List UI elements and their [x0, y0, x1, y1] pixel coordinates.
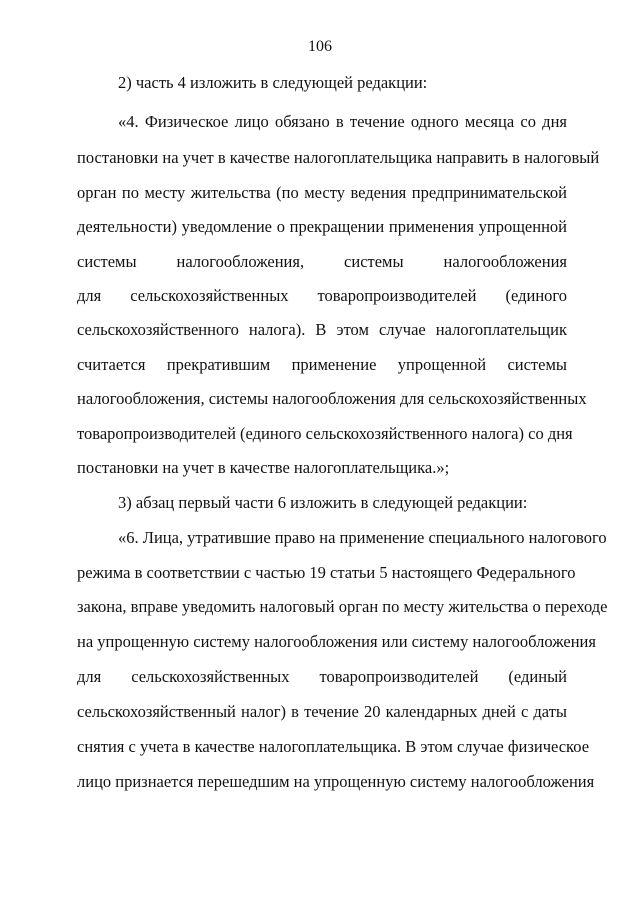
text-line: закона, вправе уведомить налоговый орган по месту жительства о переходе	[77, 597, 608, 616]
text-line: 2) часть 4 изложить в следующей редакции:	[118, 73, 428, 92]
text-line: «4. Физическое лицо обязано в течение одного месяца со дня	[118, 112, 567, 131]
text-line: снятия с учета в качестве налогоплательщика. В этом случае физическое	[77, 737, 590, 756]
text-line: для сельскохозяйственных товаропроизводителей (единого	[77, 286, 567, 305]
text-line: лицо признается перешедшим на упрощенную систему налогообложения	[77, 772, 595, 791]
text-line: системы налогообложения, системы налогообложения	[77, 252, 567, 271]
text-line: для сельскохозяйственных товаропроизводителей (единый	[77, 667, 567, 686]
text-line: сельскохозяйственного налога). В этом случае налогоплательщик	[77, 320, 567, 339]
text-line: на упрощенную систему налогообложения или систему налогообложения	[77, 632, 596, 651]
text-line: деятельности) уведомление о прекращении применения упрощенной	[77, 217, 567, 236]
page-number: 106	[308, 38, 332, 55]
text-line: постановки на учет в качестве налогоплательщика.»;	[77, 458, 450, 477]
text-line: 3) абзац первый части 6 изложить в следующей редакции:	[118, 493, 528, 512]
text-line: сельскохозяйственный налог) в течение 20 календарных дней с даты	[77, 702, 567, 721]
text-line: «6. Лица, утратившие право на применение специального налогового	[118, 528, 607, 547]
text-line: орган по месту жительства (по месту ведения предпринимательской	[77, 183, 567, 202]
text-line: товаропроизводителей (единого сельскохозяйственного налога) со дня	[77, 424, 573, 443]
text-line: считается прекратившим применение упрощенной системы	[77, 355, 567, 374]
text-line: режима в соответствии с частью 19 статьи 5 настоящего Федерального	[77, 563, 576, 582]
text-line: налогообложения, системы налогообложения для сельскохозяйственных	[77, 389, 587, 408]
text-line: постановки на учет в качестве налогоплательщика направить в налоговый	[77, 148, 600, 167]
